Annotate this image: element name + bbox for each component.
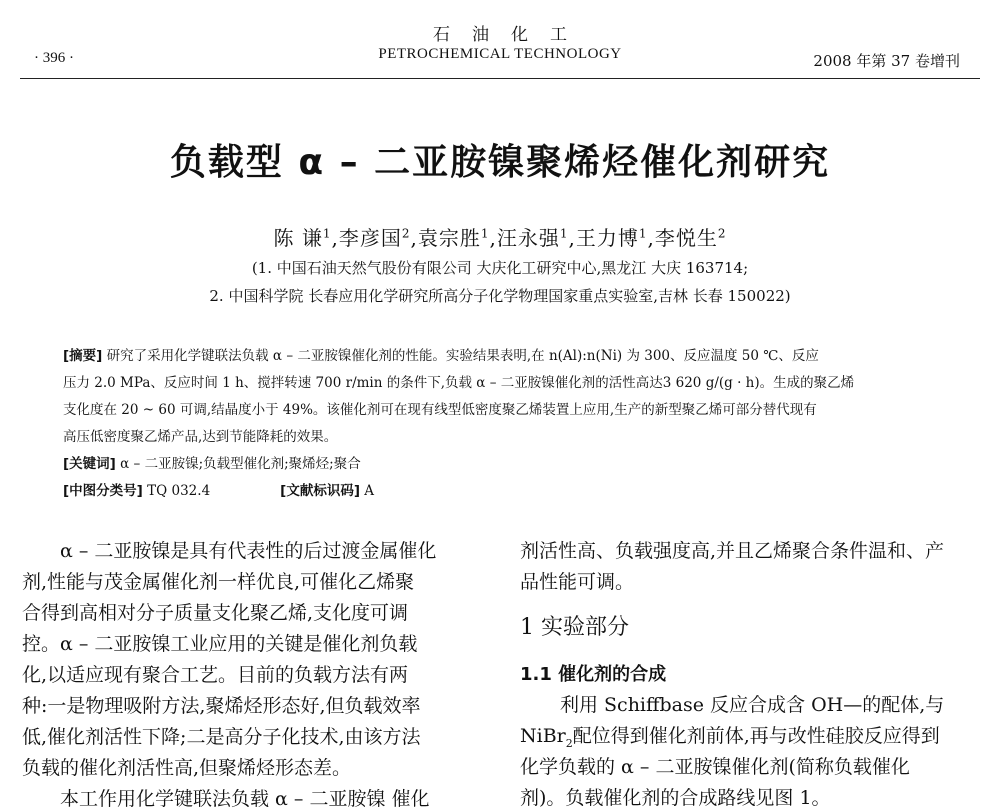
header-rule <box>20 78 980 79</box>
paper-title: 负载型 α – 二亚胺镍聚烯烃催化剂研究 <box>169 142 831 183</box>
author-list: 陈 谦$^1$,李彦国$^2$,袁宗胜$^1$,汪永强$^1$,王力博$^1$,李悦生$^2$ <box>273 226 727 250</box>
body-text-line: 剂)。负载催化剂的合成路线见图 1。 <box>520 787 831 809</box>
page-number: · 396 · <box>34 50 74 66</box>
author: 袁宗胜 <box>417 226 481 250</box>
body-text-fragment: 配位得到催化剂前体,再与改性硅胶反应得到 <box>572 725 940 747</box>
formula-subscript: 2 <box>565 736 573 750</box>
journal-title-cn: 石油化工 <box>433 25 589 45</box>
clc-label: [中图分类号] <box>63 483 143 499</box>
author-affiliation-mark: 1 <box>638 226 648 241</box>
body-text-line: 合得到高相对分子质量支化聚乙烯,支化度可调 <box>22 602 409 624</box>
doc-code-label: [文献标识码] <box>280 483 360 499</box>
author-affiliation-mark: 2 <box>717 226 727 241</box>
abstract-line: 支化度在 20 ~ 60 可调,结晶度小于 49%。该催化剂可在现有线型低密度聚乙烯装置上应用,生产的新型聚乙烯可部分替代现有 <box>63 402 817 418</box>
section-heading: 1 实验部分 <box>520 615 629 640</box>
abstract-line <box>63 344 819 364</box>
author-affiliation-mark: 1 <box>480 226 490 241</box>
body-text-line: α – 二亚胺镍是具有代表性的后过渡金属催化 <box>60 540 437 562</box>
body-text-line: 利用 Schiffbase 反应合成含 OH—的配体,与 <box>560 694 945 716</box>
abstract-text: 研究了采用化学键联法负载 α – 二亚胺镍催化剂的性能。实验结果表明,在 n(Al):n(Ni) 为 300、反应温度 50 ℃、反应 <box>106 348 819 364</box>
affiliation-line: 2. 中国科学院 长春应用化学研究所高分子化学物理国家重点实验室,吉林 长春 150022) <box>209 287 791 305</box>
author-affiliation-mark: 2 <box>401 226 411 241</box>
classification-line <box>63 479 374 499</box>
author: 王力博 <box>575 226 639 250</box>
body-text-line: 负载的催化剂活性高,但聚烯烃形态差。 <box>22 757 352 779</box>
body-text-line: 低,催化剂活性下降;二是高分子化技术,由该方法 <box>22 726 421 748</box>
doc-code-value: A <box>364 483 375 499</box>
abstract-line: 压力 2.0 MPa、反应时间 1 h、搅拌转速 700 r/min 的条件下,负载 α – 二亚胺镍催化剂的活性高达3 620 g/(g · h)。生成的聚乙烯 <box>63 375 855 391</box>
abstract-label: [摘要] <box>63 348 103 364</box>
author: 李悦生 <box>654 226 718 250</box>
body-text-line: 本工作用化学键联法负载 α – 二亚胺镍 催化 <box>60 788 430 810</box>
keywords-line <box>63 452 361 472</box>
keywords-text: α – 二亚胺镍;负载型催化剂;聚烯烃;聚合 <box>120 456 361 472</box>
issue-info: 2008 年第 37 卷增刊 <box>813 52 960 70</box>
author-affiliation-mark: 1 <box>559 226 569 241</box>
author-affiliation-mark: 1 <box>322 226 332 241</box>
body-text-line: 品性能可调。 <box>520 571 635 593</box>
affiliation-line: (1. 中国石油天然气股份有限公司 大庆化工研究中心,黑龙江 大庆 163714; <box>251 259 749 277</box>
author: 汪永强 <box>496 226 560 250</box>
journal-title-en: PETROCHEMICAL TECHNOLOGY <box>378 46 622 62</box>
subsection-heading: 1.1 催化剂的合成 <box>520 664 667 685</box>
author: 陈 谦 <box>273 226 323 250</box>
keywords-label: [关键词] <box>63 456 116 472</box>
body-text-line: 化,以适应现有聚合工艺。目前的负载方法有两 <box>22 664 409 686</box>
formula-nibr: NiBr <box>520 725 566 747</box>
abstract-line: 高压低密度聚乙烯产品,达到节能降耗的效果。 <box>63 429 338 445</box>
body-text-line: 化学负载的 α – 二亚胺镍催化剂(简称负载催化 <box>520 756 910 778</box>
body-text-line: 剂,性能与茂金属催化剂一样优良,可催化乙烯聚 <box>22 571 415 593</box>
body-text-line <box>520 721 940 750</box>
body-text-line: 剂活性高、负载强度高,并且乙烯聚合条件温和、产 <box>520 540 945 562</box>
clc-value: TQ 032.4 <box>147 483 211 499</box>
body-text-line: 控。α – 二亚胺镍工业应用的关键是催化剂负载 <box>22 633 418 655</box>
body-text-line: 种:一是物理吸附方法,聚烯烃形态好,但负载效率 <box>22 695 421 717</box>
author: 李彦国 <box>338 226 402 250</box>
